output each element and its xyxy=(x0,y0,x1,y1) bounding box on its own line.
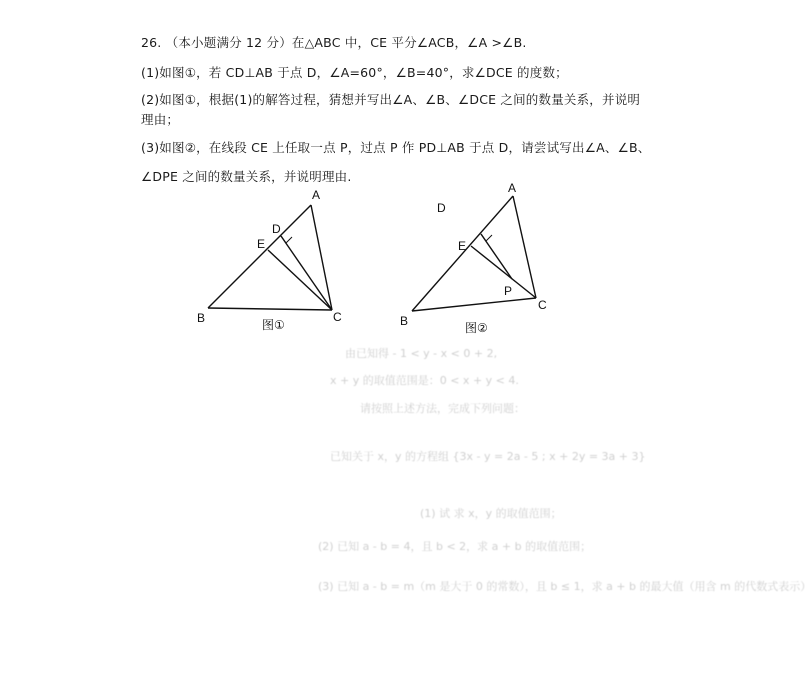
fig2-label-A: A xyxy=(508,181,517,195)
fig2-label-P: P xyxy=(504,284,513,298)
fig1-label-B: B xyxy=(197,311,206,325)
figure-2 xyxy=(412,196,536,311)
fig1-label-C: C xyxy=(333,310,342,324)
bleed-through-text-1: 由已知得 - 1 < y - x < 0 + 2, xyxy=(345,347,498,360)
problem-part-2: (2)如图①，根据(1)的解答过程，猜想并写出∠A、∠B、∠DCE 之间的数量关系，并说明 xyxy=(141,92,641,107)
bleed-through-text-6: (2) 已知 a - b = 4，且 b < 2，求 a + b 的取值范围； xyxy=(318,540,592,553)
fig2-side-BA xyxy=(412,196,513,311)
bleed-through-text-7: (3) 已知 a - b = m（m 是大于 0 的常数），且 b ≤ 1，求 a + b 的最大值（用含 m 的代数式表示） xyxy=(318,580,811,593)
fig2-label-B: B xyxy=(400,314,409,328)
problem-part-2-cont: 理由； xyxy=(141,112,180,127)
bleed-through-text-3: 请按照上述方法，完成下列问题： xyxy=(360,402,525,415)
fig1-label-E: E xyxy=(257,237,266,251)
problem-part-3: (3)如图②，在线段 CE 上任取一点 P，过点 P 作 PD⊥AB 于点 D，请尝试写出∠A、∠B、 xyxy=(141,140,651,155)
fig1-side-BC xyxy=(208,308,332,310)
fig1-label-A: A xyxy=(312,188,321,202)
fig2-side-BC xyxy=(412,298,536,311)
bleed-through-text-4: 已知关于 x，y 的方程组 {3x - y = 2a - 5 ; x + 2y = 3a + 3} xyxy=(330,450,646,463)
fig1-label-D: D xyxy=(272,222,281,236)
fig2-label-D: D xyxy=(437,201,446,215)
bleed-through-text-5: (1) 试 求 x，y 的取值范围； xyxy=(420,507,562,520)
problem-part-1: (1)如图①，若 CD⊥AB 于点 D，∠A=60°，∠B=40°，求∠DCE 的度数； xyxy=(141,65,568,80)
fig2-label-E: E xyxy=(458,239,467,253)
problem-part-3-cont: ∠DPE 之间的数量关系，并说明理由. xyxy=(141,169,352,184)
fig2-caption: 图② xyxy=(465,321,488,335)
figure-1 xyxy=(208,205,332,310)
problem-header: 26. （本小题满分 12 分）在△ABC 中，CE 平分∠ACB，∠A >∠B. xyxy=(141,35,527,50)
fig2-label-C: C xyxy=(538,298,547,312)
fig1-caption: 图① xyxy=(262,318,285,332)
figure-2-labels xyxy=(400,181,547,335)
bleed-through-text-2: x + y 的取值范围是：0 < x + y < 4. xyxy=(330,374,519,387)
